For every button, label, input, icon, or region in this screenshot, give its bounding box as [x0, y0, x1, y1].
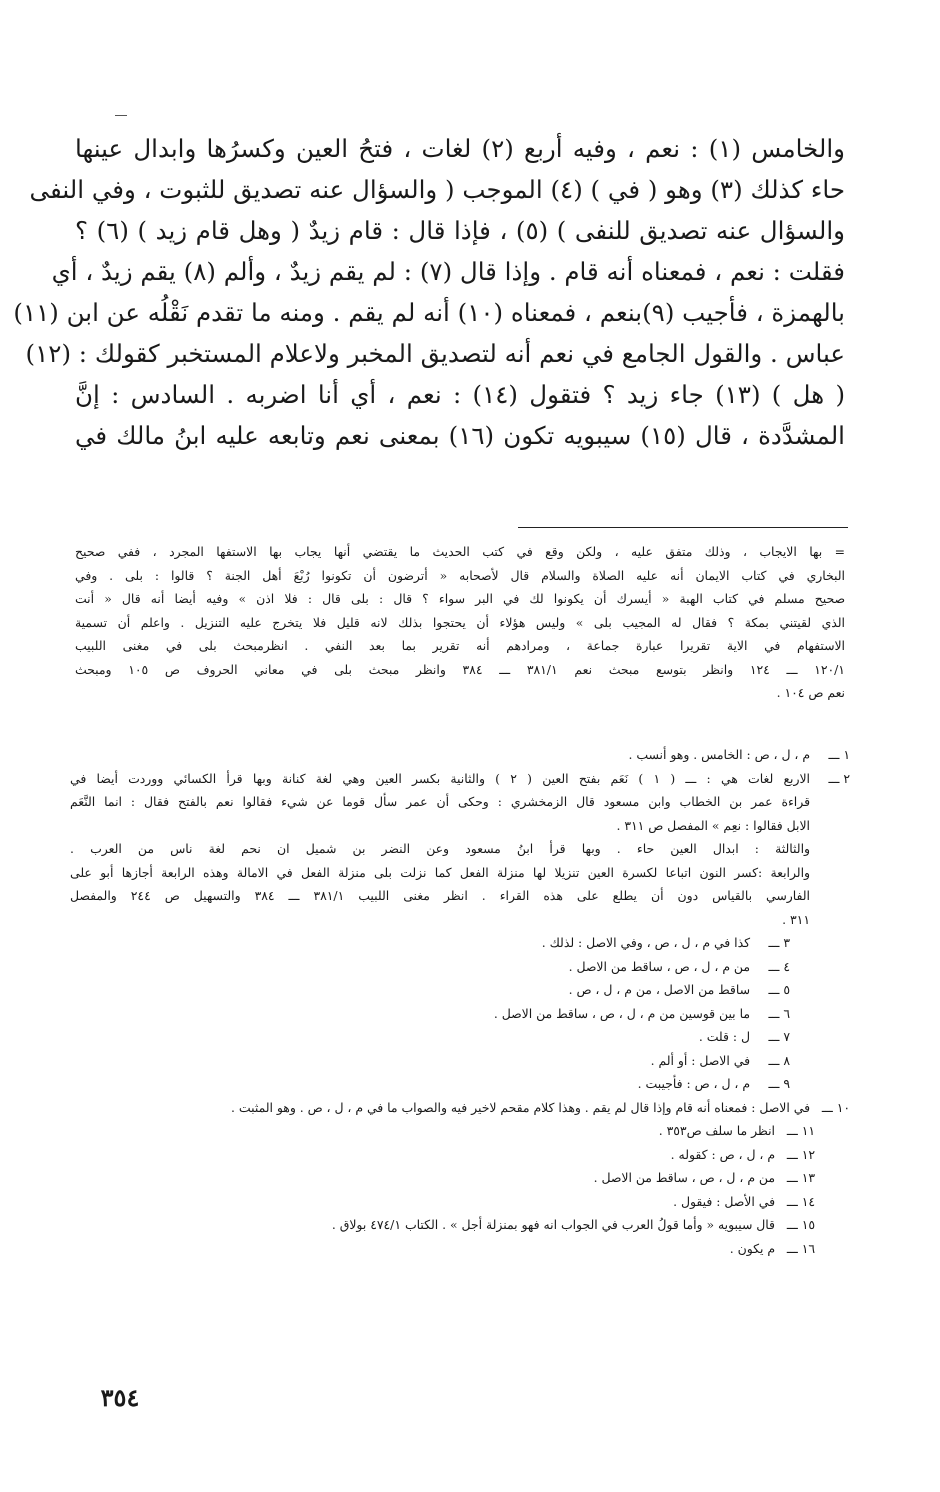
footnote — [70, 1119, 850, 1143]
continued-footnote-line: الاستفهام في الاية تقريرا عبارة جماعة ، ومرادهم أنه تقرير بما بعد النفي . انظرمبحث بلى في مغنى اللبيب — [75, 638, 845, 653]
footnote-number: ٢ ـــ — [828, 770, 850, 786]
footnote-line: الاربع لغات هي : ـــ ( ١ ) نَعَم بفتح العين ( ٢ ) والثانية بكسر العين وهي لغة كنانة وبها قرأ الكسائي ووردت أيضا في — [70, 770, 810, 786]
footnote-line: قال سيبويه « وأما قولُ العرب في الجواب انه فهو بمنزلة أجل » . الكتاب ٤٧٤/١ بولاق . — [331, 1217, 775, 1232]
footnote-text — [70, 1237, 775, 1261]
main-text — [13, 128, 846, 456]
footnote-line: م ، ل ، ص : الخامس . وهو أنسب . — [628, 747, 810, 762]
footnote-text — [70, 1025, 750, 1049]
footnote-number: ١١ ـــ — [786, 1123, 815, 1138]
main-line: ( هل ) (١٣) جاء زيد ؟ فتقول (١٤) : نعم ، أي أنا اضربه . السادس : إنَّ — [75, 380, 846, 409]
footnote-line: الفارسي بالقياس دون أن يطلع على هذه القراء . انظر مغنى اللبيب ٣٨١/١ ـــ ٣٨٤ والتسهيل ص ٢٤٤ والمفصل — [70, 888, 811, 903]
continued-footnote-line: نعم ص ١٠٤ . — [776, 685, 845, 700]
footnote-text — [70, 1049, 750, 1073]
footnote-text — [70, 1072, 750, 1096]
footnote-number: ٨ ـــ — [768, 1052, 790, 1068]
footnote-text — [70, 1143, 775, 1167]
continued-footnote-line: = بها الايجاب ، وذلك متفق عليه ، ولكن وقع في كتب الحديث ما يقتضي أنها يجاب بها الاستفها المجرد ، ففي صحيح — [75, 544, 845, 559]
footnote-text — [70, 1166, 775, 1190]
footnote — [70, 1096, 850, 1120]
footnote-text — [70, 743, 810, 767]
main-line: فقلت : نعم ، فمعناه أنه قام . وإذا قال (٧) : لم يقم زيدٌ ، وألم (٨) يقم زيدٌ ، أي — [51, 257, 845, 286]
footnote — [70, 1049, 850, 1073]
footnote — [70, 931, 850, 955]
footnote-line: م ، ل ، ص : فأجيبت . — [637, 1076, 750, 1091]
page-number: ٣٥٤ — [100, 1383, 140, 1412]
footnote-line: ل : قلت . — [698, 1029, 750, 1044]
footnote-text — [70, 1213, 775, 1237]
footnote — [70, 1237, 850, 1261]
footnote-line: والثالثة : ابدال العين حاء . وبها قرأ ابنُ مسعود وعن النضر بن شميل ان نحم لغة ناس من العرب . — [70, 841, 810, 856]
footnote-text — [70, 1002, 750, 1026]
footnote — [70, 1213, 850, 1237]
main-line: والسؤال عنه تصديق للنفى ) (٥) ، فإذا قال : قام زيدٌ ( وهل قام زيد ) (٦) ؟ — [75, 216, 845, 245]
footnote — [70, 1190, 850, 1214]
footnote-divider — [518, 527, 848, 528]
footnote — [70, 743, 850, 767]
footnote-line: م يكون . — [729, 1240, 775, 1256]
main-line: حاء كذلك (٣) وهو ( في ) (٤) الموجب ( والسؤال عنه تصديق للثبوت ، وفي النفى — [29, 175, 845, 204]
footnote-text — [70, 1096, 810, 1120]
footnote-line: قراءة عمر بن الخطاب وابن مسعود قال الزمخشري : وحكى أن عمر سأل قوما عن شيء فقالوا نعم بالفتح فقال : انما النَّعَم — [70, 794, 810, 809]
footnote — [70, 978, 850, 1002]
footnote-line: الابل فقالوا : نعِم » المفصل ص ٣١١ . — [616, 817, 810, 833]
footnote-number: ٦ ـــ — [768, 1005, 790, 1021]
main-line: بالهمزة ، فأجيب (٩)بنعم ، فمعناه (١٠) أنه لم يقم . ومنه ما تقدم نَقْلُه عن ابن (١١) — [13, 298, 845, 327]
footnote-line: والرابعة :كسر النون اتباعا لكسرة العين تنزيلا لها منزلة الفعل كما نزلت بلى منزلة الفعل في الامالة وهذه الرابعة أجازها أبو على — [70, 864, 810, 880]
footnote — [70, 767, 850, 932]
footnote-number: ١٠ ـــ — [821, 1099, 850, 1115]
footnote-text — [70, 955, 750, 979]
footnote-number: ١٤ ـــ — [786, 1193, 815, 1209]
footnote-text — [70, 931, 750, 955]
footnote-line: من م ، ل ، ص ، ساقط من الاصل . — [568, 958, 750, 974]
footnote-line: في الأصل : فيقول . — [673, 1193, 775, 1209]
footnote-number: ١٦ ـــ — [786, 1240, 815, 1256]
footnote-line: ٣١١ . — [782, 911, 810, 927]
footnote-number: ٥ ـــ — [768, 982, 790, 997]
footnote — [70, 1143, 850, 1167]
footnote-number: ١٥ ـــ — [786, 1217, 815, 1232]
footnote-text — [70, 767, 810, 932]
footnote-line: من م ، ل ، ص ، ساقط من الاصل . — [593, 1170, 775, 1185]
footnote-line: م ، ل ، ص : كقوله . — [670, 1146, 775, 1162]
footnote-number: ١٣ ـــ — [786, 1170, 815, 1185]
footnote-number: ٣ ـــ — [768, 935, 790, 950]
footnote-line: كذا في م ، ل ، ص ، وفي الاصل : لذلك . — [541, 935, 750, 950]
footnote-text — [70, 1119, 775, 1143]
footnote — [70, 955, 850, 979]
footnote-number: ١٢ ـــ — [786, 1146, 815, 1162]
footnote-line: في الاصل : فمعناه أنه قام وإذا قال لم يقم . وهذا كلام مقحم لاخير فيه والصواب ما في م ، ل ، ص . وهو المثبت . — [231, 1099, 810, 1115]
footnote-line: ما بين قوسين من م ، ل ، ص ، ساقط من الاصل . — [493, 1005, 750, 1021]
main-line: والخامس (١) : نعم ، وفيه أربع (٢) لغات ، فتحُ العين وكسرُها وابدال عينها — [75, 134, 845, 163]
footnotes-list — [70, 743, 850, 1260]
footnote-line: ساقط من الاصل ، من م ، ل ، ص . — [568, 982, 750, 997]
continued-footnote-line: البخاري في كتاب الايمان أنه عليه الصلاة والسلام قال لأصحابه « أترضون أن تكونوا رُبْعَ أهل الجنة ؟ قالوا : بلى . وفي — [75, 567, 845, 583]
footnote — [70, 1025, 850, 1049]
continued-footnote-line: صحيح مسلم في كتاب الهبة « أيسرك أن يكونوا لك في البر سواء ؟ قال : بلى قال : فلا اذن » وفيه أيضا أنه قال « أنت — [75, 591, 845, 606]
footnote — [70, 1002, 850, 1026]
footnote-number: ١ ـــ — [828, 747, 850, 762]
footnote — [70, 1166, 850, 1190]
footnote-number: ٤ ـــ — [768, 958, 790, 974]
footnote-line: في الاصل : أو ألم . — [650, 1052, 750, 1068]
footnote-number: ٧ ـــ — [768, 1029, 790, 1044]
continued-footnote-line: الذي لقيتني بمكة ؟ فقال له المجيب بلى » وليس هؤلاء أن يحتجوا بذلك لانه قليل فلا يتخرج عليه التنزيل . واعلم أن تسمية — [75, 614, 845, 630]
main-line: عباس . والقول الجامع في نعم أنه لتصديق المخبر ولاعلام المستخبر كقولك : (١٢) — [25, 339, 845, 368]
main-line: المشدَّدة ، قال (١٥) سيبويه تكون (١٦) بمعنى نعم وتابعه عليه ابنُ مالك في — [75, 421, 845, 450]
footnote — [70, 1072, 850, 1096]
continued-footnote — [75, 540, 845, 705]
page-mark — [115, 115, 127, 116]
footnote-text — [70, 978, 750, 1002]
continued-footnote-line: ١٢٠/١ ـــ ١٢٤ وانظر بتوسع مبحث نعم ٣٨١/١ ـــ ٣٨٤ وانظر مبحث بلى في معاني الحروف ص ١٠٥ ومبحث — [75, 661, 845, 677]
footnote-number: ٩ ـــ — [768, 1076, 790, 1091]
footnote-line: انظر ما سلف ص٣٥٣ . — [658, 1123, 775, 1138]
footnote-text — [70, 1190, 775, 1214]
